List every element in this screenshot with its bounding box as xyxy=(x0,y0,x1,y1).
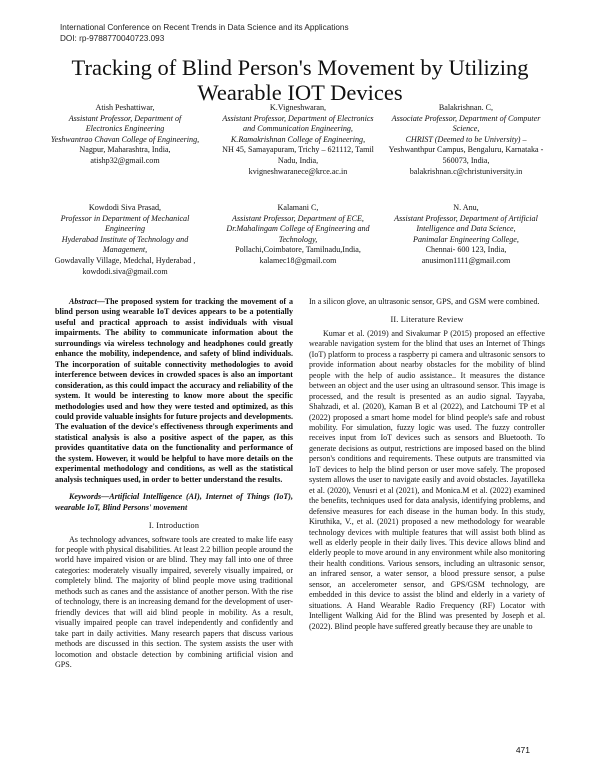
author-affiliation: Dr.Mahalingam College of Engineering and Technology, xyxy=(226,224,370,244)
author-affiliation: Yeshwantrao Chavan College of Engineering, xyxy=(50,134,200,144)
author-role: Professor in Department of Mechanical Engineering xyxy=(60,213,190,234)
author-email: kvigneshwaranece@krce.ac.in xyxy=(248,166,348,176)
author-block xyxy=(50,103,200,167)
author-role: Associate Professor, Department of Computer Science, xyxy=(391,113,541,134)
paper-title: Tracking of Blind Person's Movement by Utilizing Wearable IOT Devices xyxy=(71,55,529,105)
doi-line: DOI: rp-9788770040723.093 xyxy=(60,34,165,43)
author-place: Pollachi,Coimbatore, Tamilnadu,India, xyxy=(235,245,361,255)
author-role: Assistant Professor, Department of Electronics and Communication Engineering, xyxy=(222,113,374,134)
author-affiliation: Hyderabad Institute of Technology and Management, xyxy=(61,234,189,255)
author-place: NH 45, Samayapuram, Trichy – 621112, Tamil Nadu, India, xyxy=(222,145,374,165)
author-name: N. Anu, xyxy=(453,203,479,212)
author-place: Gowdavally Village, Medchal, Hyderabad , xyxy=(54,255,196,265)
author-place: Yeshwanthpur Campus, Bengaluru, Karnataka - 560073, India, xyxy=(388,145,544,165)
abstract xyxy=(55,297,293,485)
section-heading-literature-review: II. Literature Review xyxy=(390,315,464,325)
author-affiliation: CHRIST (Deemed to be University) – xyxy=(405,134,527,144)
author-email: kalamec18@gmail.com xyxy=(259,255,337,265)
keywords: Keywords—Artificial Intelligence (AI), Internet of Things (IoT), wearable IoT, Blind Persons' movement xyxy=(55,492,293,512)
author-email: anusimon1111@gmail.com xyxy=(421,255,511,265)
author-role: Assistant Professor, Department of Artificial Intelligence and Data Science, xyxy=(394,213,538,234)
literature-review-text: Kumar et al. (2019) and Sivakumar P (2015) proposed an effective wearable navigation system for the blind that uses an Internet of Things (IoT) platform to process a raspberry pi camera and ultrasonic sensors to provide information about nearby obstacles for the mobility of blind people with the help of audio assistance.. It measures the distance between an object and the user using an ultrasound sensor. This image is processed, and the result is presented as an audio signal. Tayyaba, Shahzadi, et al. (2020), Kaman B et al (2022), and Latchoumi TP et al (2022) proposed a smart home model for blind people's safe and robust mobility. For simulation, fuzzy logic was used. The fuzzy controller receives input from IoT devices such as sensors and Bluetooth. To generate decisions as output, restrictions are imposed based on the blind person's conditions and requirements. These outputs are transmitted via IoT devices to help the blind person or user move safely. The proposed system allows the user to navigate easily and avoid obstacles. Jayatilleka et al. (2020), Venusri et al (2021), and Monica.M et al. (2022) examined the benefits, techniques used for data analysis, identifying problems, and defensive measures for each disease in the human body. In this study, Kiruthika, V., et al. (2021) proposed a new methodology for wearable technology devices with multiple features that will assist both blind as well as elderly people in their daily lives. This device allows blind and elderly people to move around in any environment while also monitoring their health conditions. Various sensors, including an ultrasonic sensor, an infrared sensor, a water sensor, a blood pressure sensor, a pulse sensor, an accelerometer sensor, and GPS/GSM technology, are embedded in this device to assist the blind and elderly in a variety of situations. A Hand Wearable Radio Frequency (RF) Locator with Intelligent Walking Aid for the Blind was presented by Joseph et al. (2022). Blind people have suffered greatly because they are unable to xyxy=(309,328,545,631)
left-column xyxy=(55,297,293,670)
continued-paragraph: In a silicon glove, an ultrasonic sensor, GPS, and GSM were combined. xyxy=(309,297,540,306)
author-email: atishp32@gmail.com xyxy=(90,155,160,165)
author-email: kowdodi.siva@gmail.com xyxy=(82,266,168,276)
author-name: K.Vigneshwaran, xyxy=(269,103,327,112)
author-name: Atish Peshattiwar, xyxy=(95,103,155,112)
author-name: Kowdodi Siva Prasad, xyxy=(88,203,162,212)
introduction-text: As technology advances, software tools are created to make life easy for people with physical disabilities. At least 2.2 billion people around the world have impaired vision or are blind. They may fall into one of three categories: moderately visually impaired, severely visually impaired, or completely blind. The majority of blind people move using traditional methods such as canes and the assistance of another person. With the rise of technology, there is an increasing demand for the development of user-friendly devices that will aid blind people in mobility. As a result, visually impaired people can travel independently and confidently and take part in daily activities. Many research papers that discuss various methods are discussed in this section. The system assists the user with locomotion and obstacle detection by combining artificial vision and GPS. xyxy=(55,534,294,669)
author-place: Chennai- 600 123, India, xyxy=(425,245,507,255)
author-role: Assistant Professor, Department of ECE, xyxy=(232,213,364,223)
author-place: Nagpur, Maharashtra, India, xyxy=(79,145,171,155)
author-block xyxy=(380,203,552,267)
author-affiliation: K.Ramakrishnan College of Engineering, xyxy=(230,134,366,144)
author-name: Kalamani C, xyxy=(277,203,319,212)
conference-name: International Conference on Recent Trends in Data Science and its Applications xyxy=(60,23,349,32)
author-email: balakrishnan.c@christuniversity.in xyxy=(409,166,523,176)
right-column xyxy=(309,297,545,632)
author-affiliation: Panimalar Engineering College, xyxy=(413,234,519,244)
author-block xyxy=(50,203,200,277)
abstract-label: Abstract xyxy=(69,297,97,306)
author-name: Balakrishnan. C, xyxy=(438,103,494,112)
abstract-text: —The proposed system for tracking the movement of a blind person using wearable IoT devices appears to be a potentially useful and practical approach to assist individuals with visual impairments. The ability to communicate information about the surroundings via wireless technology and headphones could greatly enhance the mobility, independence, and safety of blind individuals. The incorporation of suitable connectivity methodologies to avoid interference between devices in crowded spaces is also an important consideration, as this could impact the accuracy and reliability of the system. It would be interesting to know more about the specific methodologies used and how they were tested and optimized, as this could provide valuable insights for future projects and developments. The evaluation of the device's effectiveness through experiments and statistical analysis is also a positive aspect of the paper, as this provides quantitative data on the functionality and performance of the system. However, it would be helpful to have more details on the experimental methodology and conditions, as well as the statistical analysis techniques used, in order to better understand the results. xyxy=(55,297,293,484)
author-block xyxy=(380,103,552,177)
section-heading-introduction: I. Introduction xyxy=(148,521,200,531)
page-number: 471 xyxy=(515,745,530,755)
author-role: Assistant Professor, Department of Electronics Engineering xyxy=(68,113,182,134)
author-block xyxy=(218,203,378,267)
running-header xyxy=(60,22,349,44)
author-block xyxy=(218,103,378,177)
